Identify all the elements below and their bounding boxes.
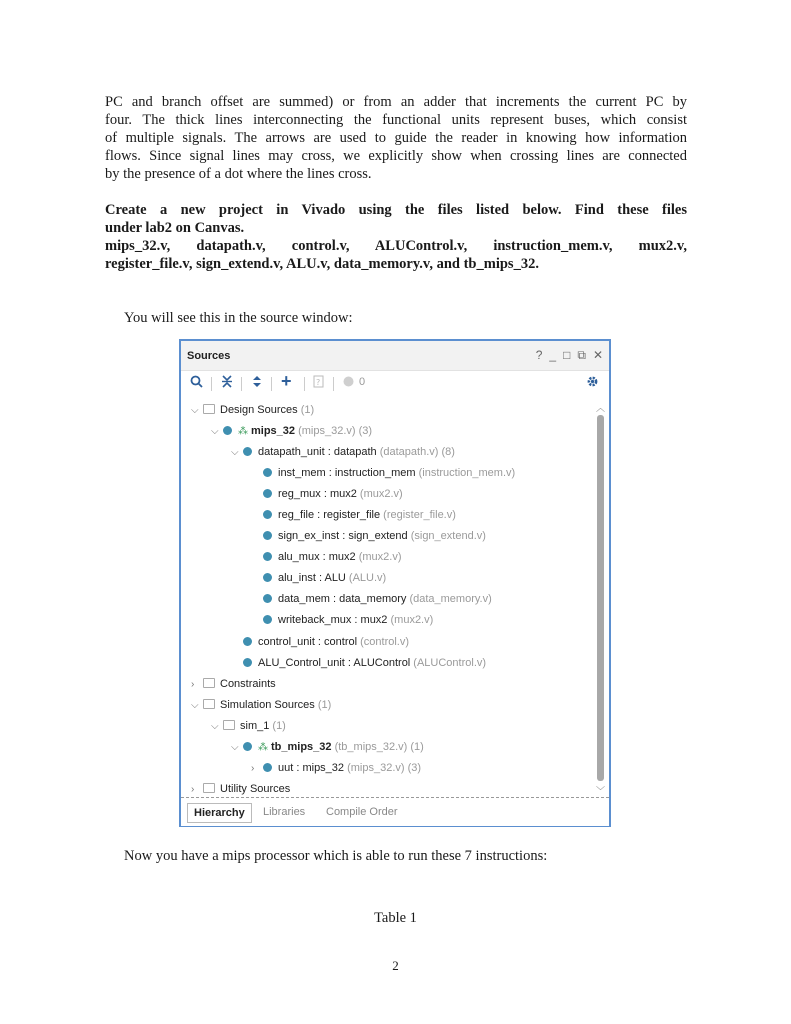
tree-row-simulation-sources[interactable]: ⌵ Simulation Sources (1) xyxy=(191,695,331,715)
chevron-down-icon[interactable]: ⌵ xyxy=(231,447,239,458)
instruction-line: Create a new project in Vivado using the files listed below. Find these files xyxy=(105,202,687,218)
sources-window xyxy=(179,339,611,827)
instruction-line: register_file.v, sign_extend.v, ALU.v, data_memory.v, and tb_mips_32. xyxy=(105,256,539,272)
folder-icon xyxy=(203,699,215,709)
tree-row-writeback-mux[interactable]: writeback_mux : mux2 (mux2.v) xyxy=(263,610,433,630)
expand-all-icon[interactable] xyxy=(251,375,263,391)
module-dot-icon xyxy=(263,489,272,498)
minimize-icon[interactable]: _ xyxy=(549,348,557,362)
tree-row-alu-control-unit[interactable]: ALU_Control_unit : ALUControl (ALUControl.v) xyxy=(243,653,486,673)
chevron-down-icon[interactable]: ⌵ xyxy=(231,742,239,753)
status-count: 0 xyxy=(359,376,366,388)
chevron-down-icon[interactable]: ⌵ xyxy=(191,700,199,711)
collapse-all-icon[interactable] xyxy=(221,375,233,391)
tree-row-alu-mux[interactable]: alu_mux : mux2 (mux2.v) xyxy=(263,547,402,567)
status-dot-icon xyxy=(343,375,354,390)
tree-row-tb-mips-32[interactable]: ⌵ ⁂ tb_mips_32 (tb_mips_32.v) (1) xyxy=(231,737,424,757)
help-icon[interactable]: ? xyxy=(535,348,543,362)
tree-row-utility-sources[interactable]: › Utility Sources xyxy=(191,779,290,797)
hierarchy-icon: ⁂ xyxy=(238,426,248,437)
window-titlebar xyxy=(181,341,609,371)
module-dot-icon xyxy=(263,552,272,561)
chevron-right-icon[interactable]: › xyxy=(191,784,195,795)
folder-icon xyxy=(203,783,215,793)
page-number: 2 xyxy=(392,958,399,973)
close-icon[interactable]: ✕ xyxy=(592,348,603,362)
body-paragraph xyxy=(105,93,687,183)
chevron-right-icon[interactable]: › xyxy=(191,679,195,690)
folder-icon xyxy=(203,404,215,414)
instruction-line: under lab2 on Canvas. xyxy=(105,220,245,236)
gear-icon[interactable] xyxy=(586,375,599,391)
tree-row-mips-32[interactable]: ⌵ ⁂ mips_32 (mips_32.v) (3) xyxy=(211,421,372,441)
tree-row-constraints[interactable]: › Constraints xyxy=(191,674,276,694)
tree-row-alu-inst[interactable]: alu_inst : ALU (ALU.v) xyxy=(263,568,386,588)
module-dot-icon xyxy=(243,742,252,751)
paragraph-line: PC and branch offset are summed) or from an adder that increments the current PC by xyxy=(105,94,687,110)
scroll-thumb[interactable] xyxy=(597,415,604,781)
folder-icon xyxy=(203,678,215,688)
tree-row-uut[interactable]: › uut : mips_32 (mips_32.v) (3) xyxy=(251,758,421,778)
maximize-icon[interactable]: □ xyxy=(563,348,571,362)
window-title: Sources xyxy=(187,350,231,362)
tree-row-datapath-unit[interactable]: ⌵ datapath_unit : datapath (datapath.v) (8) xyxy=(231,442,455,462)
tree-row-reg-mux[interactable]: reg_mux : mux2 (mux2.v) xyxy=(263,484,403,504)
tab-hierarchy[interactable]: Hierarchy xyxy=(187,803,252,823)
tree-row-data-mem[interactable]: data_mem : data_memory (data_memory.v) xyxy=(263,589,492,609)
tree-row-reg-file[interactable]: reg_file : register_file (register_file.v) xyxy=(263,505,456,525)
tree-row-sign-ex-inst[interactable]: sign_ex_inst : sign_extend (sign_extend.v) xyxy=(263,526,486,546)
table-caption: Table 1 xyxy=(374,910,417,926)
module-dot-icon xyxy=(263,468,272,477)
chevron-right-icon[interactable]: › xyxy=(251,763,255,774)
window-controls xyxy=(536,348,603,363)
module-dot-icon xyxy=(243,658,252,667)
float-icon[interactable]: ⧉ xyxy=(577,348,586,362)
paragraph-line: by the presence of a dot where the lines cross. xyxy=(105,166,372,182)
tab-libraries[interactable]: Libraries xyxy=(263,806,306,818)
module-dot-icon xyxy=(263,594,272,603)
paragraph-line: of multiple signals. The arrows are used to guide the reader in knowing how information xyxy=(105,130,687,146)
add-sources-icon[interactable]: + xyxy=(281,371,292,391)
instruction-line: mips_32.v, datapath.v, control.v, ALUControl.v, instruction_mem.v, mux2.v, xyxy=(105,238,687,254)
module-dot-icon xyxy=(263,510,272,519)
file-info-icon[interactable] xyxy=(313,375,324,391)
sources-toolbar xyxy=(181,371,609,396)
hierarchy-icon: ⁂ xyxy=(258,742,268,753)
chevron-down-icon[interactable]: ⌵ xyxy=(211,426,219,437)
svg-text:?: ? xyxy=(316,378,321,387)
tree-row-sim-1[interactable]: ⌵ sim_1 (1) xyxy=(211,716,286,736)
module-dot-icon xyxy=(243,447,252,456)
module-dot-icon xyxy=(263,531,272,540)
tree-row-design-sources[interactable]: ⌵ Design Sources (1) xyxy=(191,400,314,420)
tree-row-control-unit[interactable]: control_unit : control (control.v) xyxy=(243,632,409,652)
module-dot-icon xyxy=(243,637,252,646)
module-dot-icon xyxy=(223,426,232,435)
folder-icon xyxy=(223,720,235,730)
after-text: Now you have a mips processor which is able to run these 7 instructions: xyxy=(124,848,548,864)
module-dot-icon xyxy=(263,573,272,582)
intro-text: You will see this in the source window: xyxy=(124,310,353,326)
chevron-down-icon[interactable]: ⌵ xyxy=(191,405,199,416)
scroll-down-icon[interactable]: ﹀ xyxy=(596,786,606,796)
tree-row-inst-mem[interactable]: inst_mem : instruction_mem (instruction_mem.v) xyxy=(263,463,515,483)
instructions-paragraph xyxy=(105,201,687,273)
tab-compile-order[interactable]: Compile Order xyxy=(326,806,398,818)
module-dot-icon xyxy=(263,615,272,624)
module-dot-icon xyxy=(263,763,272,772)
paragraph-line: flows. Since signal lines may cross, we explicitly show when crossing lines are connected xyxy=(105,148,687,164)
bottom-tabs xyxy=(181,797,609,826)
vertical-scrollbar[interactable] xyxy=(596,401,605,797)
paragraph-line: four. The thick lines interconnecting the functional units represent buses, which consist xyxy=(105,112,687,128)
scroll-up-icon[interactable]: ︿ xyxy=(596,403,606,413)
search-icon[interactable] xyxy=(190,375,203,391)
chevron-down-icon[interactable]: ⌵ xyxy=(211,721,219,732)
hierarchy-tree xyxy=(181,399,595,797)
